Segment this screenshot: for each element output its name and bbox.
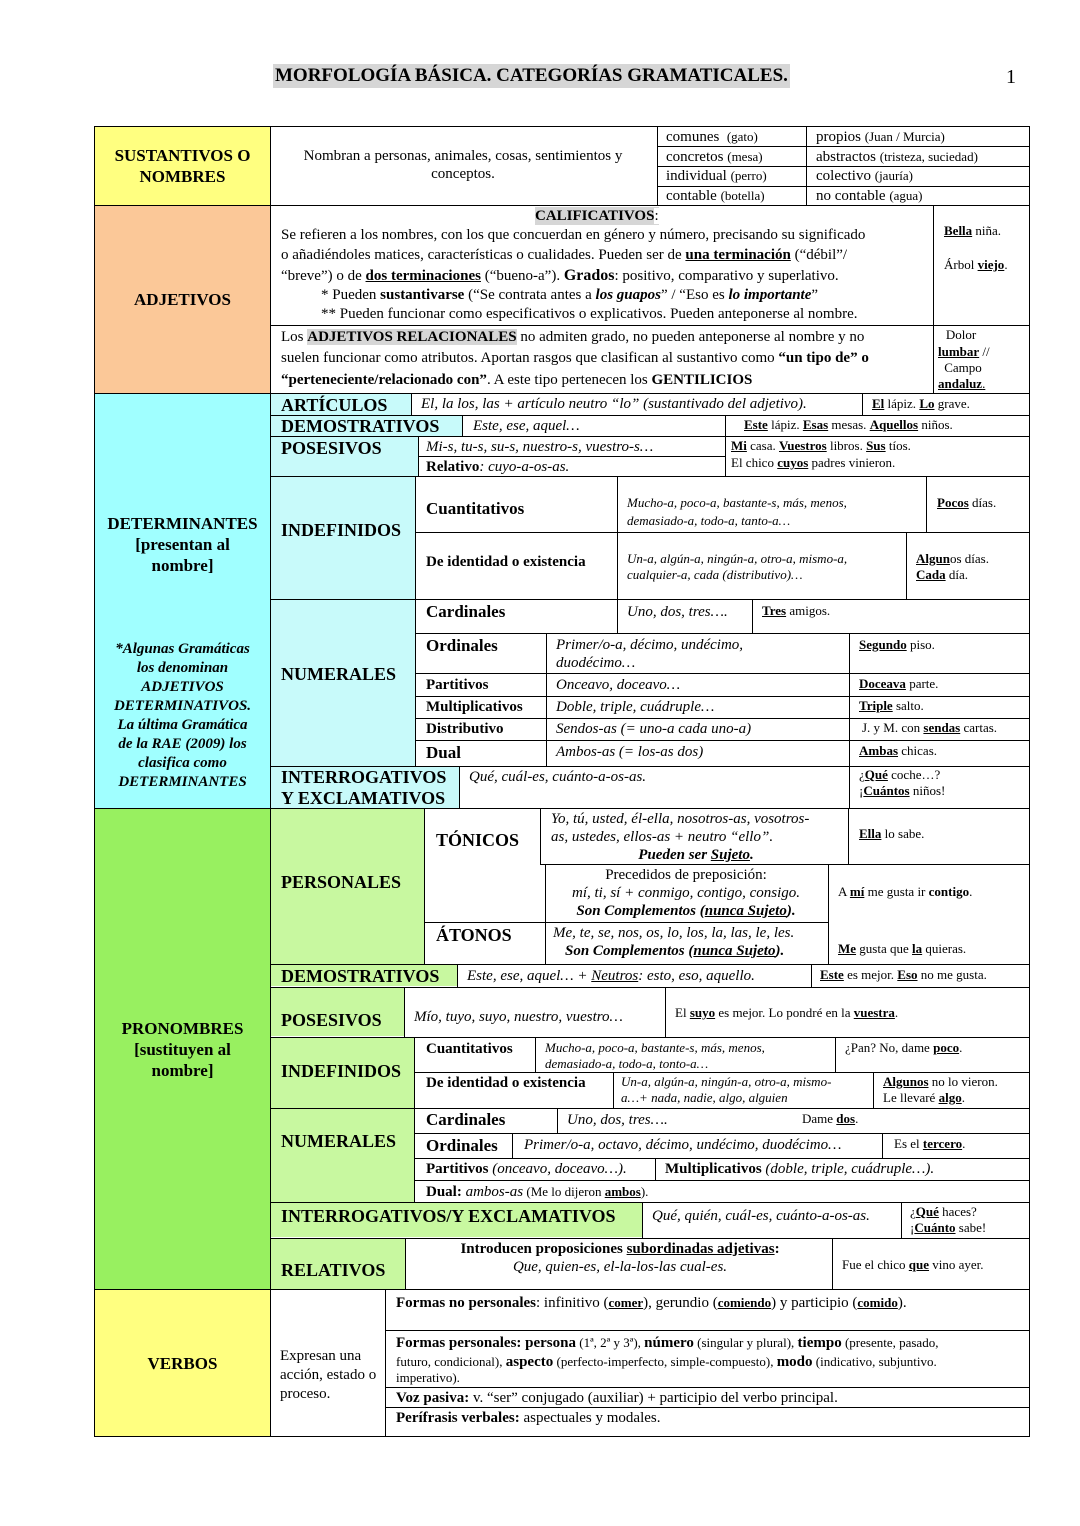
sust-contable: contable (botella) <box>666 188 765 204</box>
det-multiplicativos-forms: Doble, triple, cuádruple… <box>556 699 715 715</box>
det-posesivos-example-1: Mi casa. Vuestros libros. Sus tíos. <box>731 438 911 453</box>
pron-atonos-example: Me gusta que la quieras. <box>838 941 967 956</box>
category-adjetivos <box>94 205 271 394</box>
relacionales-line-1: Los ADJETIVOS RELACIONALES no admiten grado, no pueden anteponerse al nombre y no <box>281 329 865 345</box>
pron-demostrativos-forms: Este, ese, aquel… + Neutros: esto, eso, aquello. <box>467 968 755 984</box>
determinantes-note: *Algunas Gramáticas los denominan ADJETIVOS DETERMINATIVOS. La última Gramática de la RAE (2009) los clasifica como DETERMINANTES <box>113 641 252 790</box>
pron-cardinales: Cardinales <box>426 1110 506 1129</box>
pronombres-label-2: [sustituyen al <box>134 1039 231 1059</box>
calificativos-line-3: “breve”) o de dos terminaciones (“bueno-a”). Grados: positivo, comparativo y superlativo. <box>281 267 839 284</box>
sustantivos-label-1: SUSTANTIVOS O <box>114 146 251 165</box>
verbos-personales-1: Formas personales: persona (1ª, 2ª y 3ª), número (singular y plural), tiempo (presente, pasado, <box>396 1335 939 1351</box>
det-dual: Dual <box>426 743 461 762</box>
page-number: 1 <box>1006 66 1016 88</box>
det-multiplicativos: Multiplicativos <box>426 699 523 715</box>
pronombres-label-1: PRONOMBRES <box>121 1018 244 1038</box>
pron-ordinales: Ordinales <box>426 1136 498 1155</box>
pron-indefinidos: INDEFINIDOS <box>281 1061 402 1081</box>
det-ordinales-forms: Primer/o-a, décimo, undécimo, duodécimo… <box>556 637 744 671</box>
det-posesivos: POSESIVOS <box>281 438 382 458</box>
sust-comunes: comunes (gato) <box>666 129 758 145</box>
sust-abstractos: abstractos (tristeza, suciedad) <box>816 149 978 165</box>
pron-preposicion-forms: Precedidos de preposición: mí, ti, sí + conmigo, contigo, consigo. Son Complementos (nunca Sujeto). <box>571 867 801 919</box>
pron-interrogativos: INTERROGATIVOS/Y EXCLAMATIVOS <box>281 1206 616 1226</box>
pron-dual: Dual: ambos-as (Me lo dijeron ambos). <box>426 1184 649 1200</box>
pron-cuantitativos-example: ¿Pan? No, dame poco. <box>845 1040 963 1055</box>
category-verbos <box>94 1289 271 1437</box>
pron-posesivos-example: El suyo es mejor. Lo pondré en la vuestra. <box>675 1005 899 1020</box>
det-cardinales-forms: Uno, dos, tres…. <box>627 604 728 620</box>
pron-tonicos-example: Ella lo sabe. <box>859 826 925 841</box>
pron-partitivos: Partitivos (onceavo, doceavo…). <box>426 1161 627 1177</box>
det-identidad-forms: Un-a, algún-a, ningún-a, otro-a, mismo-a, cualquier-a, cada (distributivo)… <box>627 551 848 582</box>
det-distributivo-example: J. y M. con sendas cartas. <box>862 720 998 735</box>
det-cuantitativos-forms: Mucho-a, poco-a, bastante-s, más, menos, demasiado-a, todo-a, tanto-a… <box>627 495 847 528</box>
det-articulos-forms: El, la los, las + artículo neutro “lo” (sustantivado del adjetivo). <box>421 396 807 412</box>
pron-personales: PERSONALES <box>281 872 402 892</box>
sust-propios: propios (Juan / Murcia) <box>816 129 945 145</box>
det-interrogativos-example: ¿Qué coche…? ¡Cuántos niños! <box>859 767 946 798</box>
det-cardinales-example: Tres amigos. <box>762 603 831 618</box>
verbos-label: VERBOS <box>147 1353 218 1373</box>
pron-posesivos-forms: Mío, tuyo, suyo, nuestro, vuestro… <box>414 1009 623 1025</box>
pron-tonicos: TÓNICOS <box>436 830 520 850</box>
det-numerales: NUMERALES <box>281 664 397 684</box>
pron-demostrativos: DEMOSTRATIVOS <box>281 966 440 986</box>
pronombres-label-3: nombre] <box>151 1060 214 1080</box>
det-posesivos-forms: Mi-s, tu-s, su-s, nuestro-s, vuestro-s… <box>426 439 654 455</box>
calificativos-line-5: ** Pueden funcionar como especificativos o explicativos. Pueden anteponerse al nombre. <box>321 306 858 322</box>
det-distributivo: Distributivo <box>426 721 504 737</box>
det-partitivos-example: Doceava parte. <box>859 676 939 691</box>
adjetivos-label: ADJETIVOS <box>134 290 231 309</box>
relacionales-line-3: “perteneciente/relacionado con”. A este tipo pertenecen los GENTILICIOS <box>281 372 753 388</box>
det-partitivos-forms: Onceavo, doceavo… <box>556 677 681 693</box>
det-multiplicativos-example: Triple salto. <box>859 698 924 713</box>
det-identidad: De identidad o existencia <box>426 554 586 570</box>
det-demostrativos: DEMOSTRATIVOS <box>281 416 440 436</box>
sust-no-contable: no contable (agua) <box>816 188 923 204</box>
adj-example-1: Bella niña. <box>944 223 1002 238</box>
rel-example-4: andaluz. <box>938 376 986 391</box>
verbos-perifrasis: Perífrasis verbales: aspectuales y modales. <box>396 1410 661 1426</box>
pron-identidad-forms: Un-a, algún-a, ningún-a, otro-a, mismo- a…+ nada, nadie, algo, alguien <box>621 1074 832 1105</box>
rel-example-1: Dolor <box>945 327 977 342</box>
calificativos-line-1: Se refieren a los nombres, con los que concuerdan en género y número, precisando su significado <box>281 227 866 243</box>
det-distributivo-forms: Sendos-as (= uno-a cada uno-a) <box>556 721 752 737</box>
verbos-no-personales: Formas no personales: infinitivo (comer), gerundio (comiendo) y participio (comido). <box>396 1295 907 1311</box>
det-demostrativos-forms: Este, ese, aquel… <box>473 418 580 434</box>
pron-demostrativos-example: Este es mejor. Eso no me gusta. <box>820 967 987 982</box>
pron-identidad: De identidad o existencia <box>426 1075 586 1091</box>
pron-interrogativos-forms: Qué, quién, cuál-es, cuánto-a-os-as. <box>652 1208 870 1224</box>
pron-relativos: RELATIVOS <box>281 1260 386 1280</box>
verbos-description: Expresan una acción, estado o proceso. <box>280 1348 377 1402</box>
determinantes-label: DETERMINANTES [presentan al nombre] <box>107 514 258 575</box>
pron-numerales: NUMERALES <box>281 1131 397 1151</box>
pron-posesivos: POSESIVOS <box>281 1010 382 1030</box>
adj-example-2: Árbol viejo. <box>944 257 1008 272</box>
pron-relativos-forms: Introducen proposiciones subordinadas adjetivas: Que, quien-es, el-la-los-las cual-es. <box>460 1241 780 1275</box>
det-cardinales: Cardinales <box>426 602 506 621</box>
pron-atonos: ÁTONOS <box>436 925 512 945</box>
verbos-personales-2: futuro, condicional), aspecto (perfecto-imperfecto, simple-compuesto), modo (indicativo, subjuntivo. <box>396 1354 937 1370</box>
pron-cuantitativos: Cuantitativos <box>426 1041 513 1057</box>
rel-example-3: Campo <box>944 360 982 375</box>
pron-cardinales-forms: Uno, dos, tres…. <box>567 1112 668 1128</box>
pron-cardinales-example: Dame dos. <box>802 1111 859 1126</box>
pron-interrogativos-example: ¿Qué haces? ¡Cuánto sabe! <box>910 1204 987 1235</box>
sustantivos-label-2: NOMBRES <box>139 167 226 186</box>
category-sustantivos <box>94 126 271 206</box>
verbos-personales-3: imperativo). <box>396 1370 460 1385</box>
det-articulos-example: El lápiz. Lo grave. <box>872 396 970 411</box>
det-ordinales-example: Segundo piso. <box>859 637 935 652</box>
det-interrogativos-forms: Qué, cuál-es, cuánto-a-os-as. <box>469 769 647 785</box>
pron-preposicion-example: A mí me gusta ir contigo. <box>838 884 973 899</box>
sust-colectivo: colectivo (jauría) <box>816 168 913 184</box>
sustantivos-description: Nombran a personas, animales, cosas, sentimientos y conceptos. <box>303 148 623 182</box>
det-dual-forms: Ambos-as (= los-as dos) <box>556 744 704 760</box>
verbos-voz-pasiva: Voz pasiva: v. “ser” conjugado (auxiliar) + participio del verbo principal. <box>396 1390 838 1406</box>
pron-multiplicativos: Multiplicativos (doble, triple, cuádruple…). <box>665 1161 935 1177</box>
calificativos-line-4: * Pueden sustantivarse (“Se contrata antes a los guapos” / “Eso es lo importante” <box>321 287 819 303</box>
pron-atonos-forms: Me, te, se, nos, os, lo, los, la, las, le, les. Son Complementos (nunca Sujeto). <box>553 925 795 959</box>
det-dual-example: Ambas chicas. <box>859 743 937 758</box>
sust-concretos: concretos (mesa) <box>666 149 763 165</box>
det-ordinales: Ordinales <box>426 636 498 655</box>
calificativos-title: CALIFICATIVOS: <box>535 208 659 224</box>
rel-example-2: lumbar // <box>938 344 990 359</box>
det-interrogativos: INTERROGATIVOS Y EXCLAMATIVOS <box>281 767 447 808</box>
pron-identidad-example: Algunos no lo vieron. Le llevaré algo. <box>883 1074 998 1105</box>
det-posesivos-example-2: El chico cuyos padres vinieron. <box>731 455 896 470</box>
det-cuantitativos-example: Pocos días. <box>937 495 997 510</box>
pron-ordinales-forms: Primer/o-a, octavo, décimo, undécimo, duodécimo… <box>524 1137 842 1153</box>
det-indefinidos: INDEFINIDOS <box>281 520 402 540</box>
pron-ordinales-example: Es el tercero. <box>894 1136 966 1151</box>
det-cuantitativos: Cuantitativos <box>426 499 525 518</box>
pron-relativos-example: Fue el chico que vino ayer. <box>842 1257 984 1272</box>
sust-individual: individual (perro) <box>666 168 767 184</box>
det-identidad-example: Algunos días. Cada día. <box>916 551 989 582</box>
category-pronombres <box>94 808 271 1290</box>
page-title: MORFOLOGÍA BÁSICA. CATEGORÍAS GRAMATICALES. <box>275 65 788 86</box>
calificativos-line-2: o añadiéndoles matices, características o cualidades. Pueden ser de una terminación (“débil”/ <box>281 247 848 263</box>
det-demostrativos-example: Este lápiz. Esas mesas. Aquellos niños. <box>744 417 953 432</box>
pron-cuantitativos-forms: Mucho-a, poco-a, bastante-s, más, menos, demasiado-a, todo-a, tonto-a… <box>545 1040 765 1071</box>
det-posesivos-relativo: Relativo: cuyo-a-os-as. <box>426 459 570 475</box>
relacionales-line-2: suelen funcionar como atributos. Aportan rasgos que clasifican al sustantivo como “un tipo de” o <box>281 350 869 366</box>
det-articulos: ARTÍCULOS <box>281 395 388 415</box>
det-partitivos: Partitivos <box>426 677 489 693</box>
pron-tonicos-forms: Yo, tú, usted, él-ella, nosotros-as, vosotros- as, ustedes, ellos-as + neutro “ello”. Pueden ser Sujeto. <box>551 811 810 863</box>
